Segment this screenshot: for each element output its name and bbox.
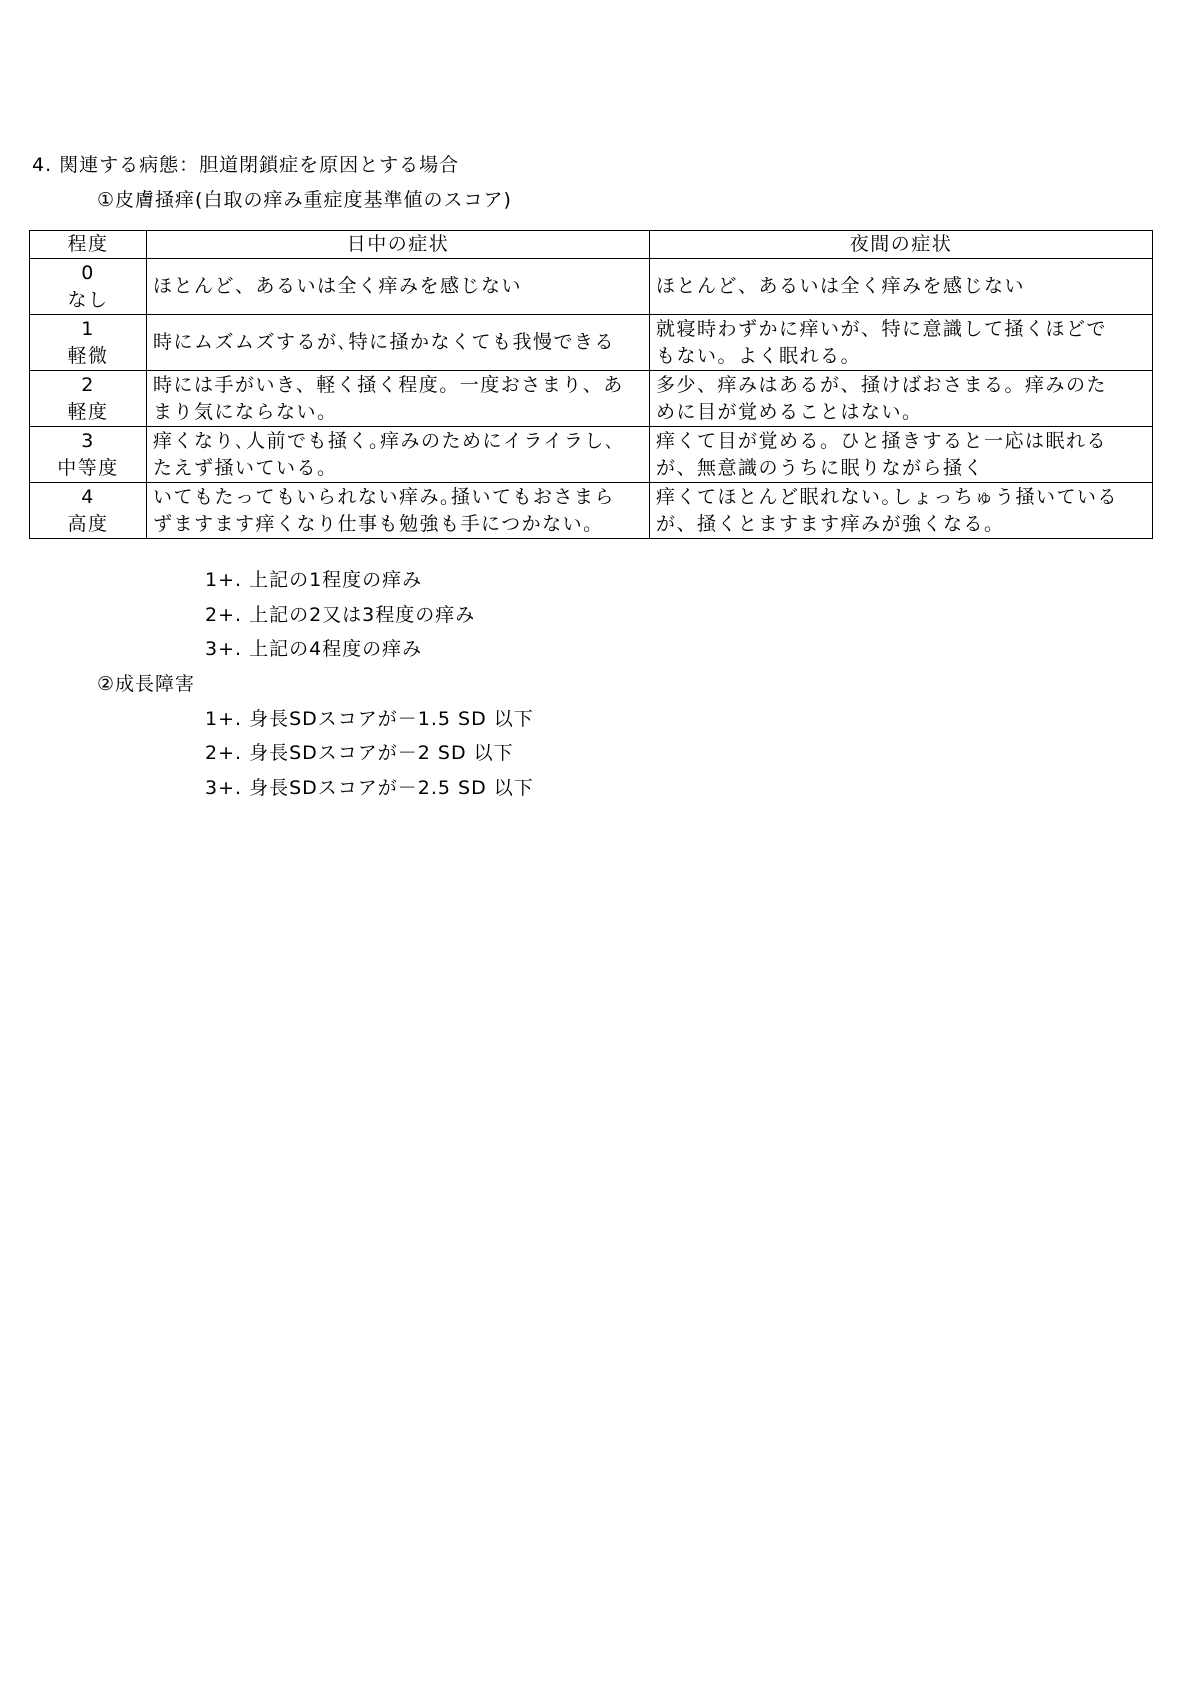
day-cell bbox=[147, 427, 650, 483]
night-text: めに目が覚めることはない。 bbox=[656, 400, 923, 423]
day-text: 痒くなり､人前でも掻く｡痒みのためにイライラし､ bbox=[153, 429, 616, 452]
grade-number: 2 bbox=[81, 373, 95, 396]
day-text: 時にムズムズするが､特に掻かなくても我慢できる bbox=[153, 331, 616, 353]
day-text: たえず掻いている。 bbox=[153, 456, 338, 479]
itch-score-item: 1+. 上記の1程度の痒み bbox=[205, 569, 423, 591]
day-cell bbox=[147, 315, 650, 371]
grade-number: 1 bbox=[81, 317, 95, 340]
grade-cell bbox=[30, 371, 147, 427]
table-row bbox=[30, 483, 1153, 539]
night-text: 就寝時わずかに痒いが、特に意識して掻くほどで bbox=[656, 317, 1108, 340]
itch-score-item: 3+. 上記の4程度の痒み bbox=[205, 638, 423, 660]
day-cell bbox=[147, 259, 650, 315]
day-text: まり気にならない。 bbox=[153, 400, 338, 423]
night-cell bbox=[650, 315, 1153, 371]
table-header-row bbox=[30, 231, 1153, 259]
night-text: 多少、痒みはあるが、掻けばおさまる。痒みのた bbox=[656, 373, 1108, 396]
day-text: ずますます痒くなり仕事も勉強も手につかない。 bbox=[153, 512, 604, 535]
night-text: ほとんど、あるいは全く痒みを感じない bbox=[656, 275, 1026, 297]
grade-number: 3 bbox=[81, 429, 95, 452]
night-cell bbox=[650, 427, 1153, 483]
table-row bbox=[30, 315, 1153, 371]
grade-cell bbox=[30, 315, 147, 371]
day-cell bbox=[147, 371, 650, 427]
header-day: 日中の症状 bbox=[147, 231, 650, 259]
grade-cell bbox=[30, 427, 147, 483]
header-grade: 程度 bbox=[30, 231, 147, 259]
itch-severity-table bbox=[29, 230, 1153, 539]
growth-score-item: 2+. 身長SDスコアが－2 SD 以下 bbox=[205, 742, 514, 764]
grade-label: 高度 bbox=[67, 512, 109, 535]
grade-number: 0 bbox=[81, 261, 95, 284]
night-cell bbox=[650, 371, 1153, 427]
subsection-itch-title: ①皮膚掻痒(白取の痒み重症度基準値のスコア) bbox=[97, 189, 512, 211]
night-text: が、無意識のうちに眠りながら掻く bbox=[656, 456, 985, 479]
table-row bbox=[30, 371, 1153, 427]
night-text: 痒くてほとんど眠れない｡しょっちゅう掻いている bbox=[656, 485, 1119, 508]
night-text: もない。よく眠れる。 bbox=[656, 344, 862, 367]
section-title: 4. 関連する病態：胆道閉鎖症を原因とする場合 bbox=[32, 154, 460, 176]
itch-score-item: 2+. 上記の2又は3程度の痒み bbox=[205, 604, 476, 626]
growth-score-item: 3+. 身長SDスコアが－2.5 SD 以下 bbox=[205, 777, 534, 799]
day-text: ほとんど、あるいは全く痒みを感じない bbox=[153, 275, 523, 297]
grade-label: 軽微 bbox=[67, 344, 109, 367]
growth-score-item: 1+. 身長SDスコアが－1.5 SD 以下 bbox=[205, 708, 534, 730]
table-row bbox=[30, 427, 1153, 483]
day-text: 時には手がいき、軽く掻く程度。一度おさまり、あ bbox=[153, 373, 624, 396]
day-text: いてもたってもいられない痒み｡掻いてもおさまら bbox=[153, 485, 616, 508]
day-cell bbox=[147, 483, 650, 539]
grade-cell bbox=[30, 259, 147, 315]
grade-label: なし bbox=[67, 288, 109, 311]
subsection-growth-title: ②成長障害 bbox=[97, 673, 196, 695]
night-text: 痒くて目が覚める。ひと掻きすると一応は眠れる bbox=[656, 429, 1108, 452]
grade-label: 中等度 bbox=[57, 456, 119, 479]
table-row bbox=[30, 259, 1153, 315]
grade-cell bbox=[30, 483, 147, 539]
night-cell bbox=[650, 483, 1153, 539]
grade-number: 4 bbox=[81, 485, 95, 508]
grade-label: 軽度 bbox=[67, 400, 109, 423]
night-cell bbox=[650, 259, 1153, 315]
header-night: 夜間の症状 bbox=[650, 231, 1153, 259]
night-text: が、掻くとますます痒みが強くなる。 bbox=[656, 512, 1005, 535]
